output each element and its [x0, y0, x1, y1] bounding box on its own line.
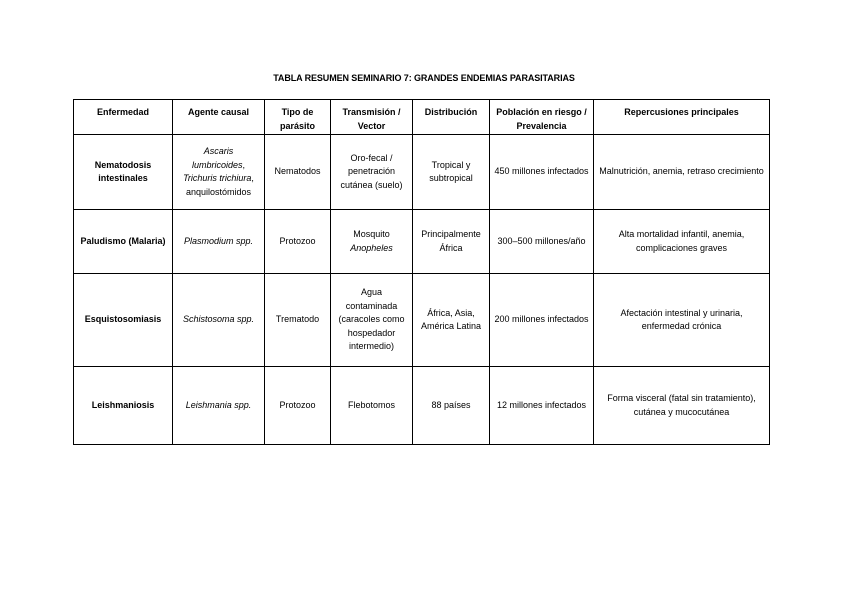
cell-transmission: [331, 210, 413, 274]
cell-distribution: Tropical y subtropical: [413, 135, 490, 210]
agent-italic: Ascaris lumbricoides: [191, 146, 243, 170]
table-row: [74, 135, 770, 210]
header-tipo-parasito: Tipo de parásito: [265, 100, 331, 135]
header-transmision-vector: Transmisión / Vector: [331, 100, 413, 135]
agent-italic: Schistosoma spp.: [182, 314, 255, 325]
cell-distribution: África, Asia, América Latina: [413, 274, 490, 367]
cell-disease: Nematodosis intestinales: [74, 135, 173, 210]
agent-italic: Leishmania spp.: [185, 399, 252, 410]
cell-agent: [173, 367, 265, 445]
summary-table: [73, 99, 770, 445]
agent-italic: Plasmodium spp.: [183, 235, 254, 246]
cell-agent: [173, 210, 265, 274]
header-poblacion-prevalencia: Población en riesgo / Prevalencia: [490, 100, 594, 135]
header-enfermedad: Enfermedad: [74, 100, 173, 135]
cell-agent: [173, 274, 265, 367]
header-repercusiones: Repercusiones principales: [594, 100, 770, 135]
table-header-row: [74, 100, 770, 135]
agent-italic: Trichuris trichiura: [183, 173, 252, 183]
table-row: [74, 367, 770, 445]
transmission-plain: Oro-fecal / penetración cutánea (suelo): [340, 152, 403, 190]
cell-type: Trematodo: [265, 274, 331, 367]
cell-population: 12 millones infectados: [490, 367, 594, 445]
document-title: TABLA RESUMEN SEMINARIO 7: GRANDES ENDEMIAS PARASITARIAS: [273, 73, 575, 83]
agent-plain: , anquilostómidos: [185, 173, 254, 197]
cell-distribution: 88 países: [413, 367, 490, 445]
cell-population: 450 millones infectados: [490, 135, 594, 210]
cell-impact: Afectación intestinal y urinaria, enfermedad crónica: [594, 274, 770, 367]
agent-separator: ,: [242, 159, 246, 170]
cell-disease: Esquistosomiasis: [74, 274, 173, 367]
cell-impact: Malnutrición, anemia, retraso crecimiento: [594, 135, 770, 210]
transmission-plain: Agua contaminada (caracoles como hospedador intermedio): [338, 287, 405, 352]
table-row: [74, 210, 770, 274]
transmission-plain: Mosquito: [353, 229, 390, 239]
cell-population: 200 millones infectados: [490, 274, 594, 367]
header-agente-causal: Agente causal: [173, 100, 265, 135]
transmission-italic: Anopheles: [350, 242, 393, 253]
cell-transmission: [331, 135, 413, 210]
cell-disease: Paludismo (Malaria): [74, 210, 173, 274]
cell-impact: Alta mortalidad infantil, anemia, complicaciones graves: [594, 210, 770, 274]
cell-type: Protozoo: [265, 210, 331, 274]
cell-impact: Forma visceral (fatal sin tratamiento), cutánea y mucocutánea: [594, 367, 770, 445]
header-distribucion: Distribución: [413, 100, 490, 135]
cell-distribution: Principalmente África: [413, 210, 490, 274]
transmission-plain: Flebotomos: [347, 399, 396, 410]
cell-type: Nematodos: [265, 135, 331, 210]
table-row: [74, 274, 770, 367]
cell-agent: [173, 135, 265, 210]
cell-transmission: [331, 367, 413, 445]
cell-type: Protozoo: [265, 367, 331, 445]
cell-transmission: [331, 274, 413, 367]
cell-population: 300–500 millones/año: [490, 210, 594, 274]
cell-disease: Leishmaniosis: [74, 367, 173, 445]
